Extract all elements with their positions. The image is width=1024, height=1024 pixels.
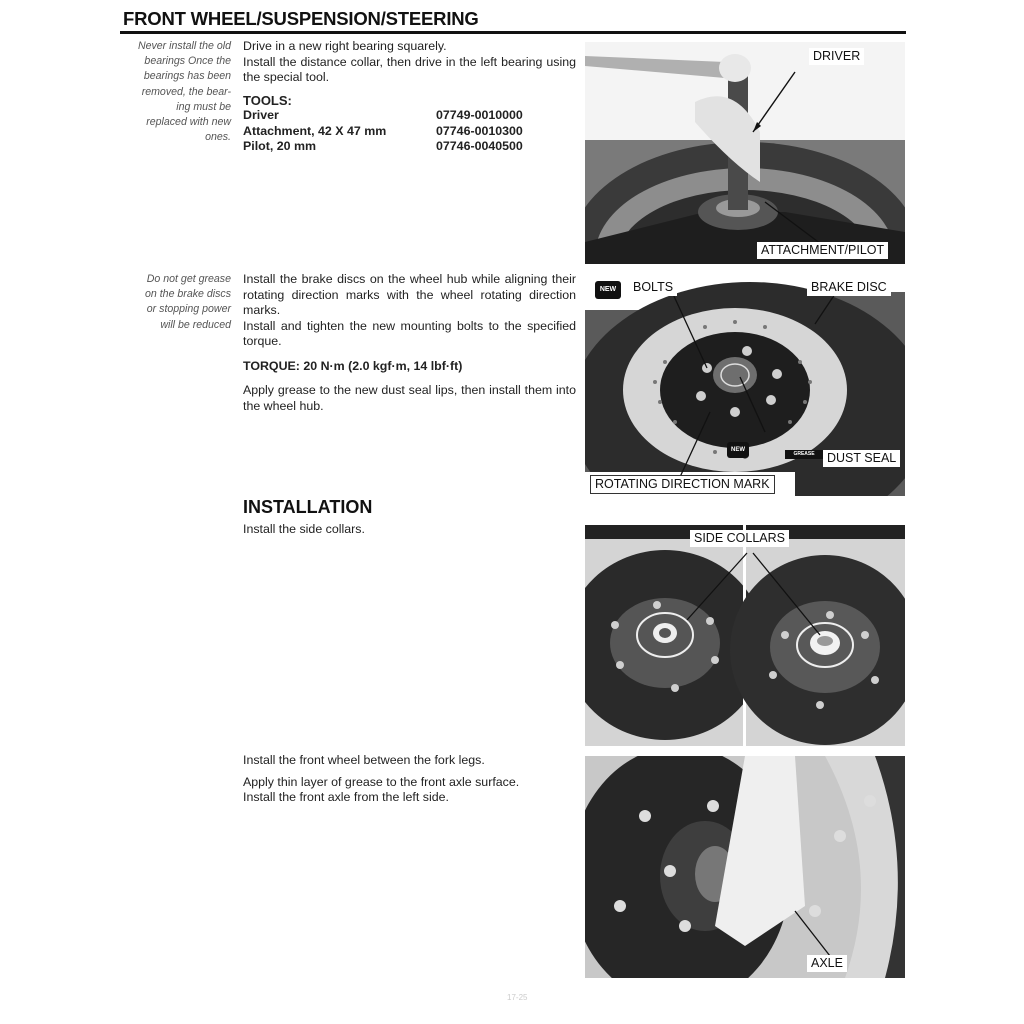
- side-note-bearings: Never install the old bearings Once the bearings has been removed, the bear- ing must be replaced with new ones.: [137, 40, 231, 144]
- tool-part-number: 07749-0010000: [436, 108, 523, 122]
- page-title: FRONT WHEEL/SUSPENSION/STEERING: [123, 8, 479, 29]
- paragraph: Install the brake discs on the wheel hub while aligning their rotating direction marks with the wheel rotating direction marks.: [243, 272, 576, 317]
- paragraph: Apply grease to the new dust seal lips, then install them into the wheel hub.: [243, 383, 576, 413]
- callout-driver: DRIVER: [809, 48, 864, 65]
- tool-part-number: 07746-0040500: [436, 139, 523, 153]
- tool-name: Driver: [243, 108, 279, 122]
- tool-row: [243, 124, 523, 140]
- photo-front-axle: [585, 756, 905, 978]
- tool-row: [243, 108, 523, 124]
- callout-rotating-direction-mark: ROTATING DIRECTION MARK: [590, 475, 775, 494]
- new-part-icon: NEW: [727, 442, 749, 458]
- side-collars-illustration: [585, 525, 905, 746]
- grease-icon: GREASE: [785, 450, 823, 459]
- tools-heading: TOOLS:: [243, 92, 292, 108]
- photo-side-collars: [585, 525, 905, 746]
- tools-table: [243, 108, 523, 155]
- callout-attachment-pilot: ATTACHMENT/PILOT: [757, 242, 888, 259]
- bearing-instructions: [243, 39, 576, 155]
- paragraph: Drive in a new right bearing squarely.: [243, 39, 447, 53]
- wheel-driver-illustration: [585, 42, 905, 264]
- tool-name: Pilot, 20 mm: [243, 139, 316, 153]
- callout-brake-disc: BRAKE DISC: [807, 279, 891, 296]
- tool-name: Attachment, 42 X 47 mm: [243, 123, 387, 138]
- torque-spec: TORQUE: 20 N·m (2.0 kgf·m, 14 lbf·ft): [243, 358, 463, 373]
- photo-brake-disc: [585, 272, 905, 496]
- callout-axle: AXLE: [807, 955, 847, 972]
- tool-part-number: 07746-0010300: [436, 123, 523, 138]
- new-part-icon: NEW: [595, 281, 621, 299]
- installation-step-front-wheel: Install the front wheel between the fork legs. Apply thin layer of grease to the front axle surface. Install the front axle from the left side.: [243, 753, 520, 804]
- front-axle-illustration: [585, 756, 905, 978]
- tool-row: [243, 139, 523, 155]
- page-number: 17-25: [507, 993, 528, 1002]
- installation-step-side-collars: Install the side collars.: [243, 522, 365, 536]
- section-heading-installation: INSTALLATION: [243, 497, 373, 517]
- callout-dust-seal: DUST SEAL: [823, 450, 900, 467]
- title-rule: [120, 31, 906, 34]
- side-note-grease-warning: Do not get grease on the brake discs or stopping power will be reduced: [145, 273, 231, 331]
- callout-side-collars: SIDE COLLARS: [690, 530, 789, 547]
- brake-disc-instructions: [243, 272, 576, 414]
- photo-bearing-driver: [585, 42, 905, 264]
- paragraph: Install and tighten the new mounting bolts to the specified torque.: [243, 318, 576, 348]
- paragraph: Install the distance collar, then drive in the left bearing using the special tool.: [243, 54, 576, 84]
- callout-bolts: BOLTS: [629, 279, 677, 296]
